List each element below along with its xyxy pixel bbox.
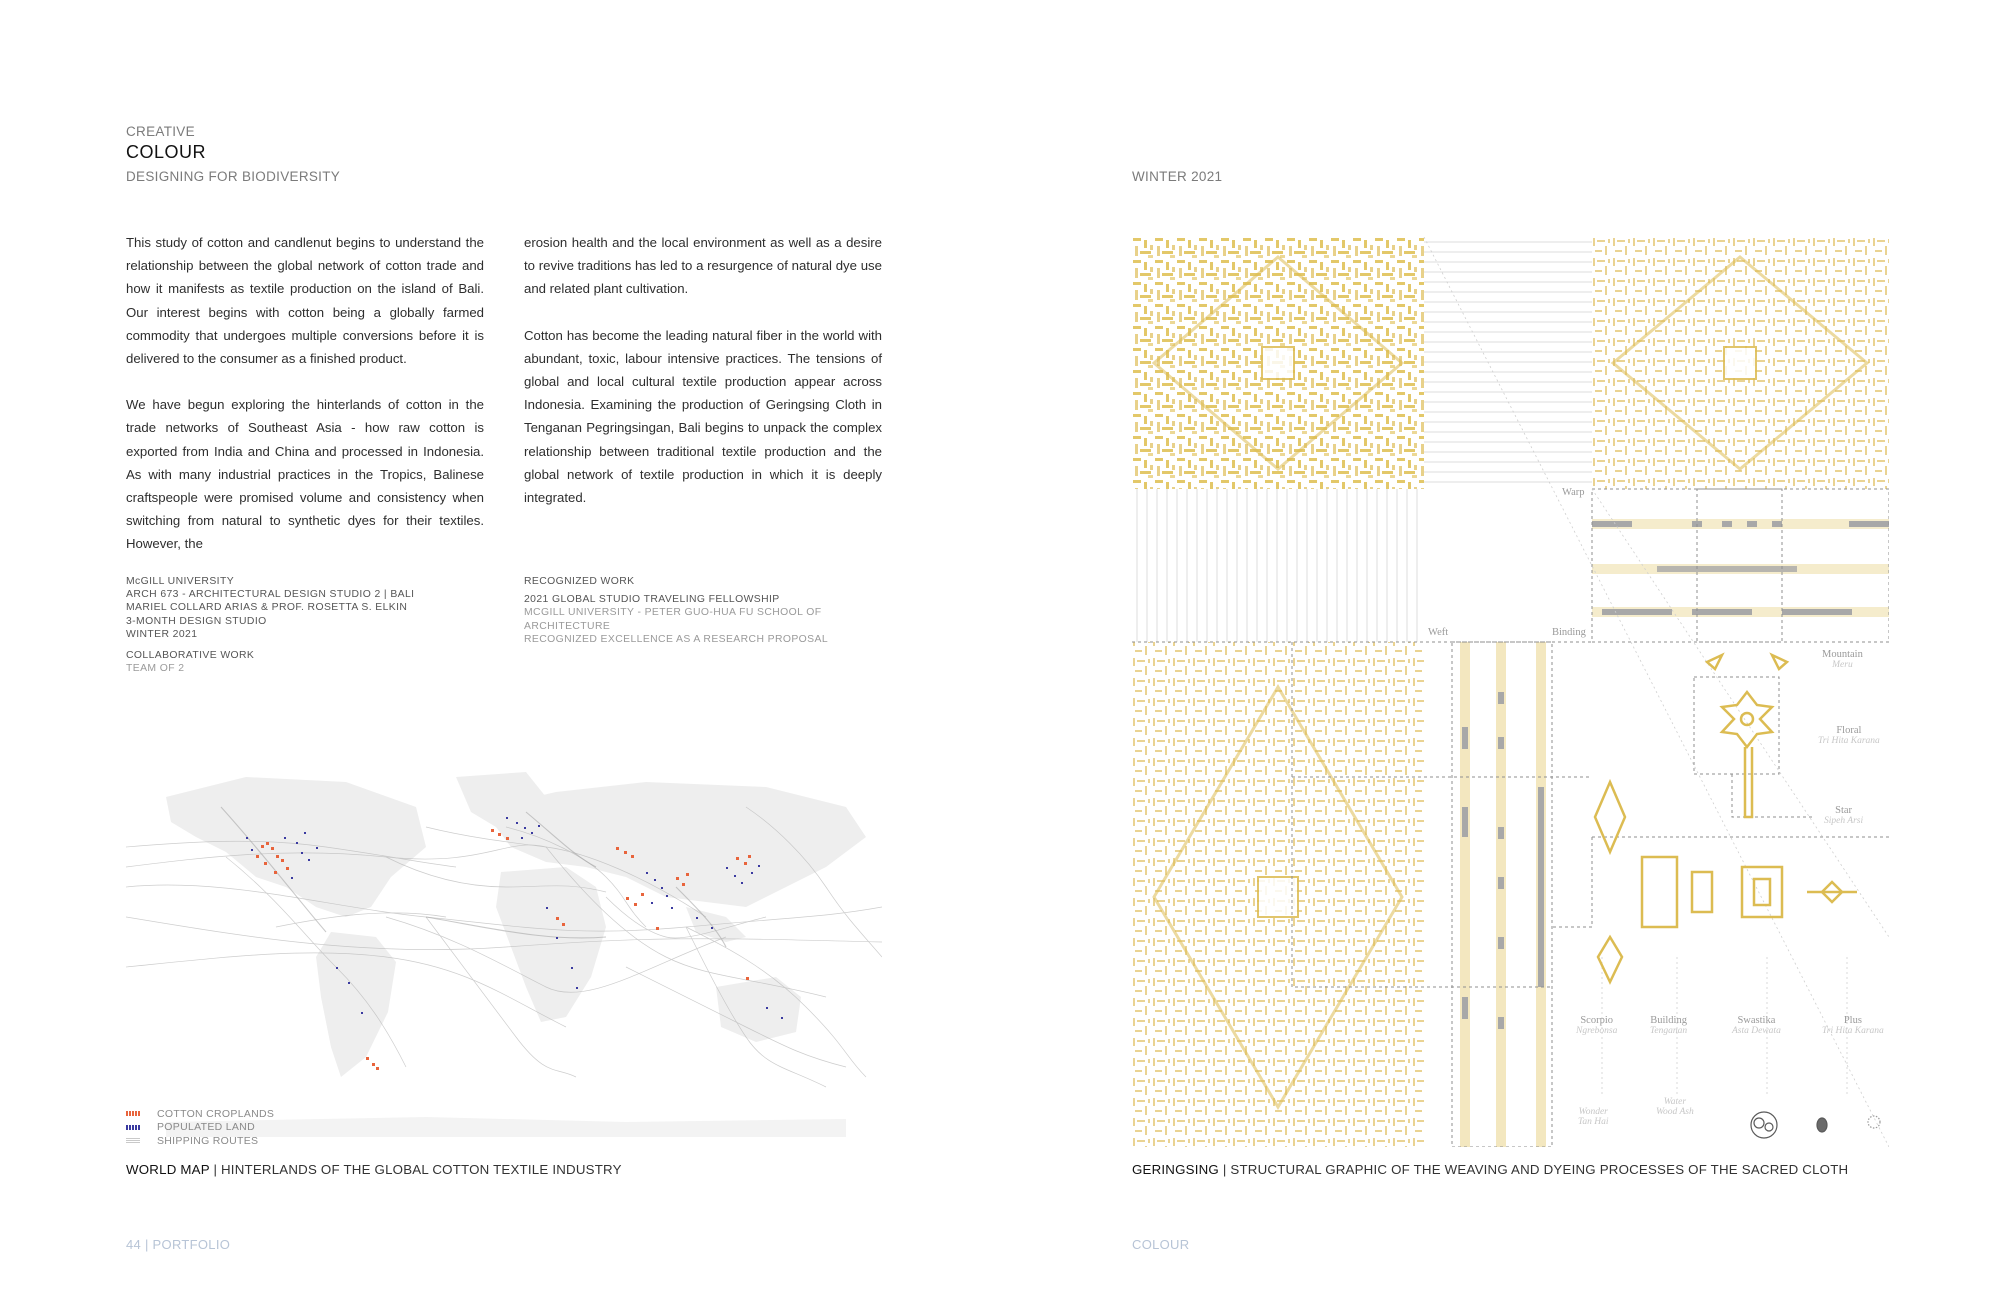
label-binding: Binding <box>1552 627 1586 638</box>
legend-item <box>126 1134 274 1148</box>
credit-line: WINTER 2021 <box>126 628 198 640</box>
credit-line: MARIEL COLLARD ARIAS & PROF. ROSETTA S. ELKIN <box>126 602 408 614</box>
page-subtitle: DESIGNING FOR BIODIVERSITY <box>126 169 341 184</box>
label-weft: Weft <box>1428 627 1449 638</box>
paragraph: This study of cotton and candlenut begins to understand the relationship between the global network of cotton trade and how it manifests as textile production on the island of Bali. Our interest begins with cotton being a globally farmed commodity that undergoes multiple conversions before it is delivered to the consumer as a finished product. <box>126 235 484 367</box>
world-map <box>126 767 882 1147</box>
credit-line: ARCH 673 - ARCHITECTURAL DESIGN STUDIO 2 | BALI <box>126 589 415 601</box>
collab-value: TEAM OF 2 <box>126 663 185 675</box>
map-caption <box>126 1162 622 1177</box>
legend-item <box>126 1121 274 1135</box>
geringsing-caption <box>1132 1162 1848 1177</box>
body-column-1 <box>126 231 484 579</box>
label-mountain: Mountain Meru <box>1822 649 1863 670</box>
credit-line: McGILL UNIVERSITY <box>126 576 235 587</box>
recognized-line: MCGILL UNIVERSITY - PETER GUO-HUA FU SCHOOL OF ARCHITECTURE <box>524 607 822 632</box>
section-footer: COLOUR <box>1132 1237 1190 1252</box>
body-column-2 <box>524 231 882 532</box>
legend-swatch <box>126 1138 140 1143</box>
recognized-block <box>524 575 904 646</box>
section-kicker: CREATIVE <box>126 124 195 139</box>
credits-block <box>126 575 486 675</box>
label-water: Water Wood Ash <box>1656 1097 1694 1117</box>
label-scorpio: Scorpio Ngrebonsa <box>1576 1015 1618 1036</box>
recognized-line: 2021 GLOBAL STUDIO TRAVELING FELLOWSHIP <box>524 594 780 606</box>
motif-elements <box>1595 655 1857 982</box>
geringsing-diagram <box>1132 237 1889 1147</box>
label-warp: Warp <box>1562 487 1585 498</box>
world-map-graphic <box>126 767 882 1147</box>
legend-label: SHIPPING ROUTES <box>157 1134 259 1147</box>
legend-label: POPULATED LAND <box>157 1121 255 1134</box>
label-floral: Floral Tri Hita Karana <box>1818 725 1880 746</box>
credit-line: 3-MONTH DESIGN STUDIO <box>126 615 267 627</box>
geringsing-graphic <box>1132 237 1889 1147</box>
geringsing-caption-text: | STRUCTURAL GRAPHIC OF THE WEAVING AND DYEING PROCESSES OF THE SACRED CLOTH <box>1218 1162 1849 1177</box>
label-plus: Plus Tri Hita Karana <box>1822 1015 1884 1036</box>
label-building: Building Tenganan <box>1650 1015 1688 1036</box>
recognized-line: RECOGNIZED EXCELLENCE AS A RESEARCH PROPOSAL <box>524 633 829 645</box>
label-swastika: Swastika Asta Dewata <box>1732 1015 1781 1036</box>
legend-item <box>126 1107 274 1121</box>
vertical-bindings <box>1460 642 1546 1147</box>
map-caption-text: | HINTERLANDS OF THE GLOBAL COTTON TEXTILE INDUSTRY <box>209 1162 622 1177</box>
legend-swatch <box>126 1111 140 1116</box>
warp-threads <box>1424 237 1592 489</box>
legend-label: COTTON CROPLANDS <box>157 1107 275 1120</box>
legend-swatch <box>126 1125 140 1130</box>
map-caption-title: WORLD MAP <box>126 1162 210 1177</box>
map-legend <box>126 1107 274 1148</box>
page-number: 44 | PORTFOLIO <box>126 1237 231 1252</box>
recognized-title: RECOGNIZED WORK <box>524 576 635 587</box>
binding-bands <box>1592 519 1889 617</box>
page-title: COLOUR <box>126 142 207 162</box>
paragraph: We have begun exploring the hinterlands of cotton in the trade networks of Southeast Asia - how raw cotton is exported from India and China and processed in Indonesia. As with many industrial practices in the Tropics, Balinese craftspeople were promised volume and consistency when switching from natural to synthetic dyes for their textiles. However, the <box>126 397 484 552</box>
geringsing-caption-title: GERINGSING <box>1132 1162 1219 1177</box>
project-date: WINTER 2021 <box>1132 169 1223 184</box>
weft-threads <box>1132 489 1424 642</box>
paragraph: erosion health and the local environment as well as a desire to revive traditions has led to a resurgence of natural dye use and related plant cultivation. <box>524 235 882 297</box>
label-wonder: Wonder Tan Hai <box>1578 1107 1609 1127</box>
paragraph: Cotton has become the leading natural fiber in the world with abundant, toxic, labour intensive practices. The tensions of global and local cultural textile production appear across Indonesia. Examining the production of Geringsing Cloth in Tenganan Pegringsingan, Bali begins to unpack the complex relationship between traditional textile production and the global network of textile production in which it is deeply integrated. <box>524 327 882 506</box>
collab-title: COLLABORATIVE WORK <box>126 650 255 662</box>
label-star: Star Sipeh Arsi <box>1824 805 1864 826</box>
